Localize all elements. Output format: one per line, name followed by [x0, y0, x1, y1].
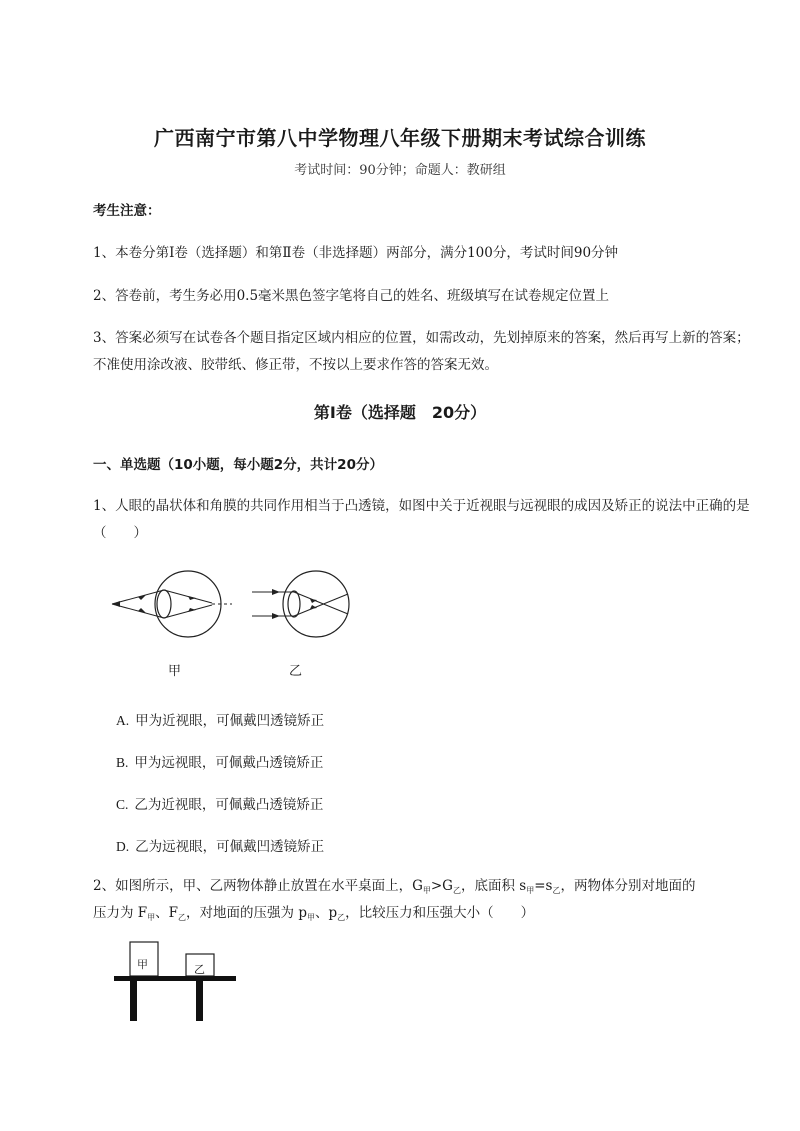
option-letter: A.: [116, 713, 130, 728]
q2-text: >G: [430, 878, 453, 894]
option-text: 甲为远视眼，可佩戴凸透镜矫正: [134, 755, 324, 771]
eye-diagram-jia: [108, 568, 238, 648]
q2-text: 2、如图所示，甲、乙两物体静止放置在水平桌面上，G: [93, 878, 423, 894]
page-title: 广西南宁市第八中学物理八年级下册期末考试综合训练: [154, 126, 646, 150]
option-letter: C.: [116, 797, 129, 812]
subscript: 甲: [306, 913, 315, 922]
q2-text: ，两物体分别对地面的: [560, 878, 696, 894]
q2-text: ，对地面的压强为 p: [186, 905, 307, 921]
subscript: 甲: [147, 913, 156, 922]
section-title: 第I卷（选择题 20分）: [313, 403, 487, 422]
table-diagram: [112, 940, 242, 1025]
option-c[interactable]: [116, 793, 323, 813]
q2-text: =s: [534, 878, 553, 894]
option-letter: B.: [116, 755, 129, 770]
subscript: 乙: [337, 913, 346, 922]
subscript: 乙: [552, 886, 561, 895]
page-subtitle: 考试时间：90分钟；命题人：教研组: [294, 163, 506, 178]
q2-text: 、p: [314, 905, 338, 921]
option-text: 乙为近视眼，可佩戴凸透镜矫正: [134, 797, 324, 813]
q2-text: 压力为 F: [93, 905, 148, 921]
box-label-yi: 乙: [194, 963, 205, 976]
q2-text: ，底面积 s: [460, 878, 527, 894]
eye-diagram-yi: [250, 568, 360, 648]
subscript: 甲: [526, 886, 535, 895]
notice-heading: 考生注意：: [93, 203, 161, 219]
subscript: 乙: [452, 886, 461, 895]
subscript: 乙: [178, 913, 187, 922]
figure-label-yi: 乙: [289, 664, 303, 679]
notice-item-3: 3、答案必须写在试卷各个题目指定区域内相应的位置，如需改动，先划掉原来的答案，然后再写上新的答案；不准使用涂改液、胶带纸、修正带，不按以上要求作答的答案无效。: [93, 330, 750, 373]
option-text: 甲为近视眼，可佩戴凹透镜矫正: [135, 713, 325, 729]
figure-label-jia: 甲: [168, 664, 182, 679]
subscript: 甲: [422, 886, 431, 895]
q2-text: ，比较压力和压强大小（ ）: [345, 905, 535, 921]
notice-item-1: 1、本卷分第I卷（选择题）和第Ⅱ卷（非选择题）两部分，满分100分，考试时间90分钟: [93, 245, 619, 261]
option-letter: D.: [116, 839, 130, 854]
question-1-text: 1、人眼的晶状体和角膜的共同作用相当于凸透镜，如图中关于近视眼与远视眼的成因及矫正的说法中正确的是（ ）: [93, 498, 750, 541]
notice-item-2: 2、答卷前，考生务必用0.5毫米黑色签字笔将自己的姓名、班级填写在试卷规定位置上: [93, 288, 610, 304]
option-a[interactable]: [116, 709, 324, 729]
question-2-line-2: [93, 900, 753, 931]
q2-text: 、F: [155, 905, 179, 921]
option-text: 乙为远视眼，可佩戴凹透镜矫正: [135, 839, 325, 855]
box-label-jia: 甲: [137, 958, 148, 971]
option-d[interactable]: [116, 835, 324, 855]
option-b[interactable]: [116, 751, 323, 771]
part-heading: 一、单选题（10小题，每小题2分，共计20分）: [93, 457, 383, 473]
